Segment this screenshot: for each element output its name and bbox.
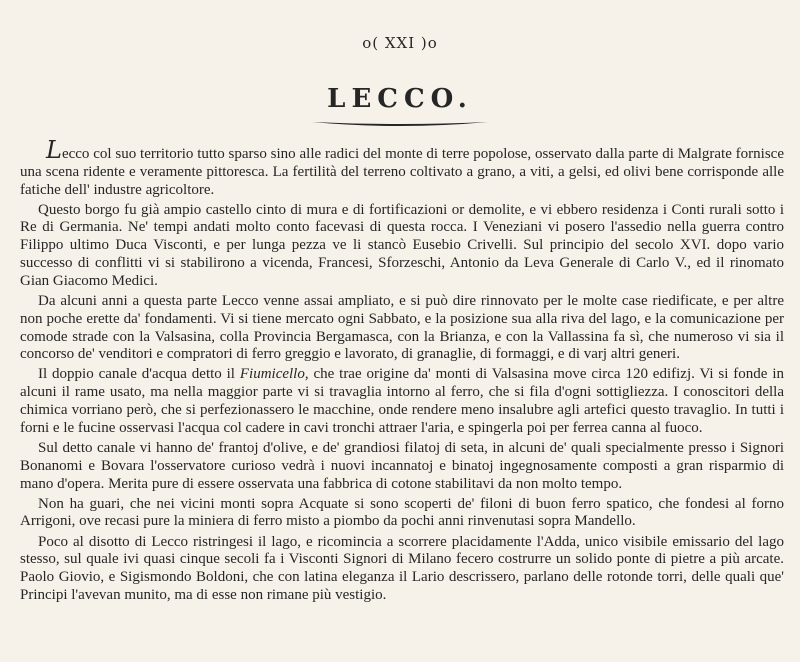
paragraph-text-start: Il doppio canale d'acqua detto il: [38, 366, 240, 383]
drop-cap: L: [46, 136, 62, 164]
italic-term: Fiumicello: [239, 366, 305, 383]
paragraph-1: [20, 136, 784, 199]
paragraph-7: [20, 534, 784, 605]
paragraph-text: Da alcuni anni a questa parte Lecco venne assai ampliato, e si può dire rinnovato per le molte case riedificate, e per altre non poche erette da' fondamenti. Vi si tiene mercato ogni Sabbato, e la posizione sua alla riva del lago, e la comunicazione per comode strade con la Valsasina, colla Provincia Bergamasca, con la Brianza, e con la Vallassina fa sì, che numeroso vi sia il concorso de' venditori e compratori di ferro greggio e lavorato, di granaglie, di formaggi, e di varj altri generi.: [20, 292, 784, 363]
paragraph-text: Questo borgo fu già ampio castello cinto di mura e di fortificazioni or demolite, e vi ebbero residenza i Conti rurali sotto i Re di Germania. Ne' tempi andati molto conto facevasi di questa rocca. I Veneziani vi posero l'assedio nella guerra contro Filippo ultimo Duca Visconti, e per lunga pezza ve li stancò Eusebio Crivelli. Sul principio del secolo XVI. dopo vario successo di conflitti vi si stabilirono a vicenda, Francesi, Sforzeschi, Antonio da Leva Generale di Carlo V., ed il rinomato Gian Giacomo Medici.: [20, 201, 784, 289]
page-title: LECCO.: [327, 84, 473, 114]
article-body: [20, 136, 785, 607]
paragraph-5: [20, 440, 784, 493]
paragraph-4: [20, 366, 784, 437]
paragraph-text: Non ha guari, che nei vicini monti sopra Acquate si sono scoperti de' filoni di buon ferro spatico, che fondesi al forno Arrigoni, ove recasi pure la miniera di ferro misto a piombo da pochi anni rinvenutasi sopra Mandello.: [20, 495, 784, 530]
paragraph-text: Sul detto canale vi hanno de' frantoj d'olive, e de' grandiosi filatoj di seta, in alcuni de' quali specialmente presso i Signori Bonanomi e Bovara l'osservatore curioso vedrà i nuovi incannatoj e binatoj ingegnosamente composti a gran risparmio di mano d'opera. Merita pure di essere osservata una fabbrica di cotone stabilitavi da non molto tempo.: [20, 439, 784, 492]
paragraph-text: ecco col suo territorio tutto sparso sino alle radici del monte di terre popolose, osservato dalla parte di Malgrate fornisce una scena ridente e veramente pittoresca. La fertilità del terreno coltivato a grano, a viti, a gelsi, ed olivi bene corrisponde alle fatiche dell' industre agricoltore.: [20, 146, 784, 198]
paragraph-text-end: , che trae origine da' monti di Valsasina move circa 120 edifizj. Vi si fonde in alcuni il rame usato, ma nella maggior parte vi si travaglia intorno al ferro, che si fila d'ogni sottigliezza. I conoscitori della chimica vorriano però, che si perfezionassero le macchine, onde rendere meno insalubre agli artefici questo travaglio. In tutti i forni e le fucine osservasi l'acqua col cadere in cavi tronchi attraer l'aria, e spingerla poi per ferrea canna al fuoco.: [20, 366, 785, 436]
paragraph-2: [20, 202, 784, 291]
paragraph-6: [20, 496, 784, 532]
page-number: o( XXI )o: [362, 34, 438, 52]
paragraph-text: Poco al disotto di Lecco ristringesi il lago, e ricomincia a scorrere placidamente l'Adda, unico visibile emissario del lago stesso, sul quale ivi quasi cinque secoli fa i Visconti Signori di Milano fecero costrurre un solido ponte di pietre a più arcate. Paolo Giovio, e Sigismondo Boldoni, che con latina eleganza il Lario descrissero, parlano delle rotonde torri, delle quali que' Principi l'avevan munito, ma di esse non rimane più vestigio.: [20, 533, 784, 603]
title-ornament-rule: [310, 116, 490, 130]
paragraph-3: [20, 293, 784, 364]
